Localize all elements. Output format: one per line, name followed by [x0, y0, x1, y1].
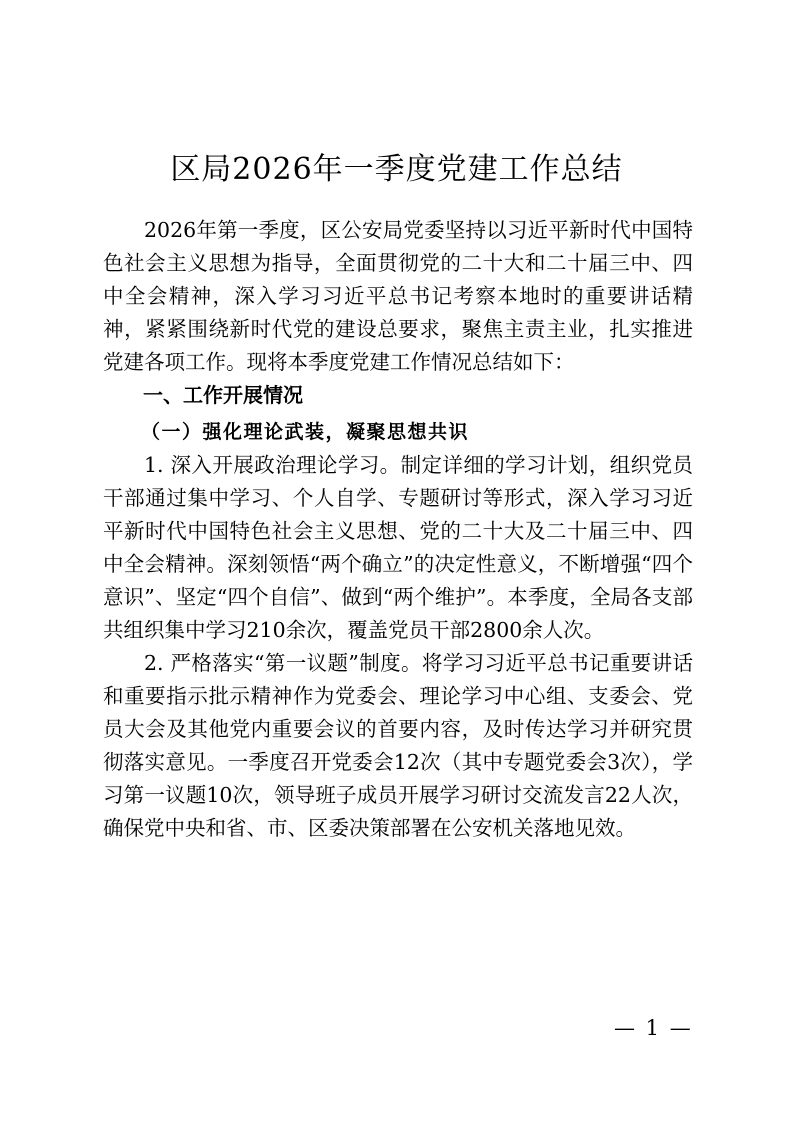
item-paragraph-political-study: 1. 深入开展政治理论学习。制定详细的学习计划，组织党员干部通过集中学习、个人自学、专题研讨等形式，深入学习习近平新时代中国特色社会主义思想、党的二十大及二十届三中、四中全会精神。深刻领悟“两个确立”的决定性意义，不断增强“四个意识”、坚定“四个自信”、做到“两个维护”。本季度，全局各支部共组织集中学习210余次，覆盖党员干部2800余人次。 [103, 453, 693, 642]
page-number: — 1 — [614, 1016, 693, 1040]
document-title: 区局2026年一季度党建工作总结 [170, 152, 623, 187]
intro-paragraph: 2026年第一季度，区公安局党委坚持以习近平新时代中国特色社会主义思想为指导，全面贯彻党的二十大和二十届三中、四中全会精神，深入学习习近平总书记考察本地时的重要讲话精神，紧紧围绕新时代党的建设总要求，聚焦主责主业，扎实推进党建各项工作。现将本季度党建工作情况总结如下： [103, 218, 693, 374]
subsection-heading-theory: （一）强化理论武装，凝聚思想共识 [141, 421, 470, 443]
document-body [103, 214, 693, 845]
section-heading-work-progress: 一、工作开展情况 [143, 383, 303, 407]
item-paragraph-first-topic-system: 2. 严格落实“第一议题”制度。将学习习近平总书记重要讲话和重要指示批示精神作为党委会、理论学习中心组、支委会、党员大会及其他党内重要会议的首要内容，及时传达学习并研究贯彻落实意见。一季度召开党委会12次（其中专题党委会3次），学习第一议题10次，领导班子成员开展学习研讨交流发言22人次，确保党中央和省、市、区委决策部署在公安机关落地见效。 [103, 651, 693, 840]
